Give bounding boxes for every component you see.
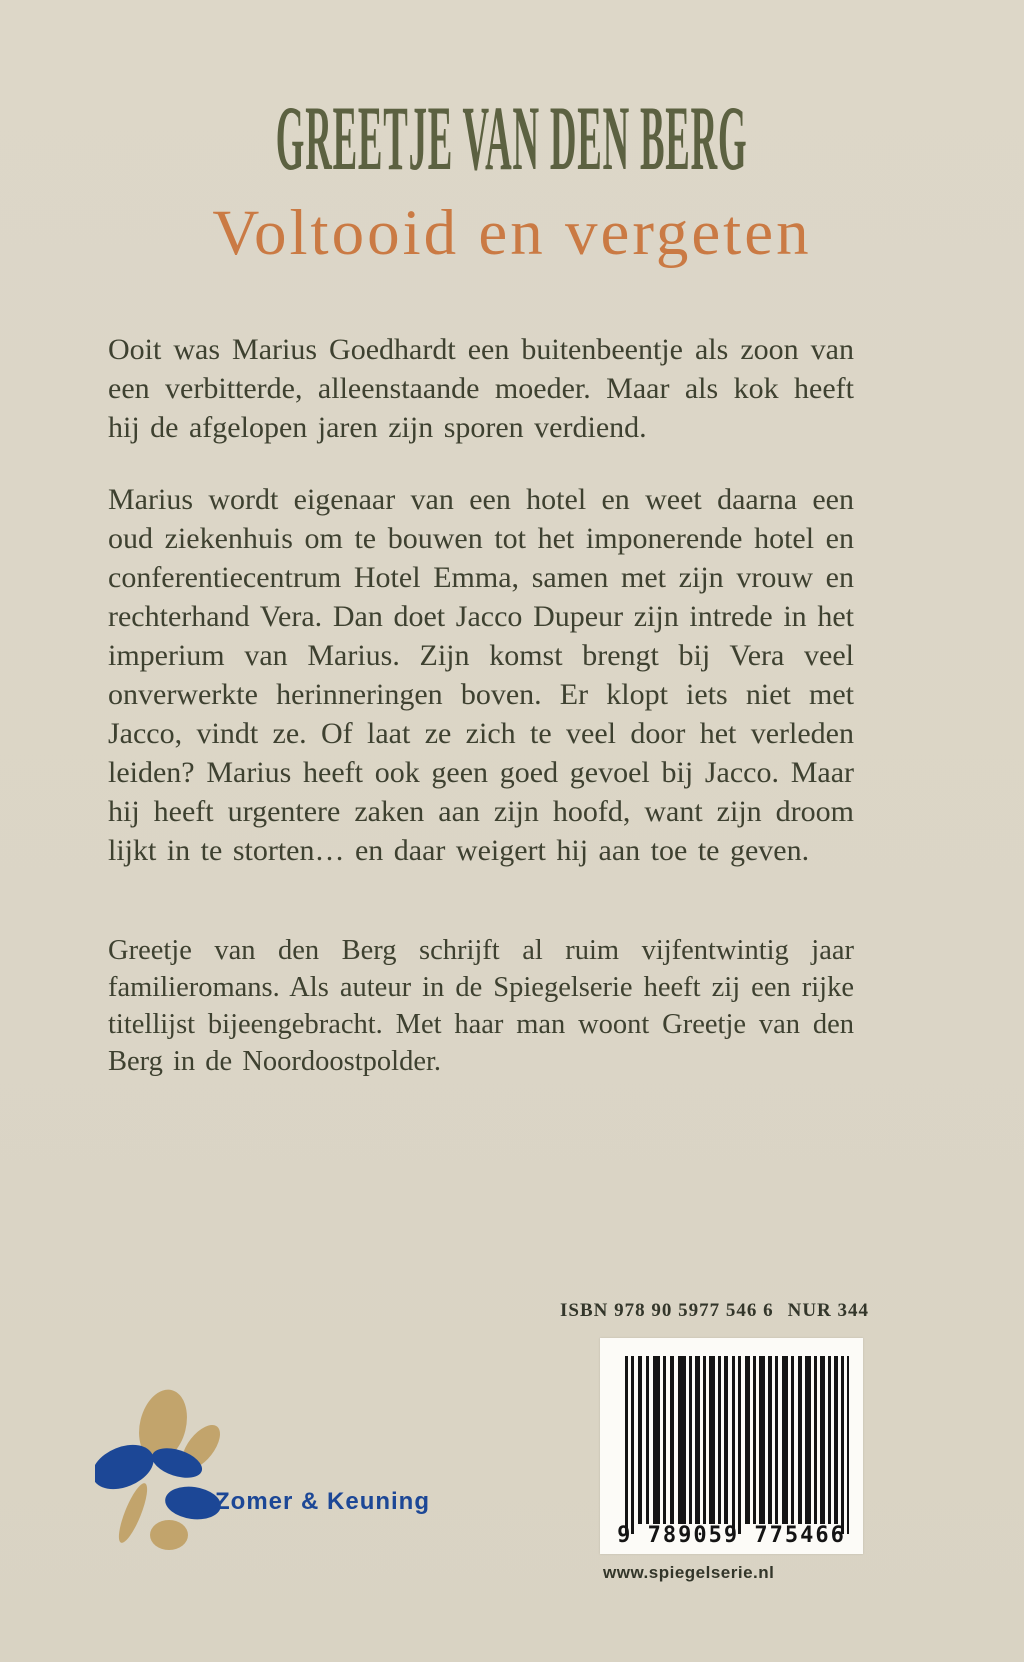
isbn-nur-line: [560, 1300, 870, 1322]
nur-text: NUR 344: [787, 1300, 870, 1321]
author-name-wrap: [0, 88, 1024, 188]
publisher-name: Zomer & Keuning: [215, 1488, 431, 1515]
isbn-text: ISBN 978 90 5977 546 6: [560, 1300, 774, 1321]
barcode-icon: [600, 1338, 863, 1554]
synopsis-paragraph-1: Ooit was Marius Goedhardt een buitenbeentje als zoon van een verbitterde, alleenstaande moeder. Maar als kok heeft hij de afgelopen jaren zijn sporen verdiend.: [108, 333, 854, 444]
book-title: Voltooid en vergeten: [212, 197, 812, 269]
barcode-digits: 9 789059 775466: [617, 1523, 846, 1548]
barcode-panel: [600, 1338, 863, 1554]
book-title-wrap: [0, 196, 1024, 271]
synopsis-paragraph-2: Marius wordt eigenaar van een hotel en weet daarna een oud ziekenhuis om te bouwen tot het imponerende hotel en conferentiecentrum Hotel Emma, samen met zijn vrouw en rechterhand Vera. Dan doet Jacco Dupeur zijn intrede in het imperium van Marius. Zijn komst brengt bij Vera veel onverwerkte herinneringen boven. Er klopt iets niet met Jacco, vindt ze. Of laat ze zich te veel door het verleden leiden? Marius heeft ook geen goed gevoel bij Jacco. Maar hij heeft urgentere zaken aan zijn hoofd, want zijn droom lijkt in te storten… en daar weigert hij aan toe te geven.: [108, 483, 854, 867]
website-url: www.spiegelserie.nl: [603, 1563, 775, 1582]
publisher-logo-block: [95, 1385, 431, 1560]
author-name: GREETJE VAN DEN BERG: [276, 87, 748, 189]
synopsis-block: [108, 330, 854, 1113]
flower-icon: [95, 1385, 230, 1555]
author-bio-paragraph: Greetje van den Berg schrijft al ruim vijfentwintig jaar familieromans. Als auteur in de Spiegelserie heeft zij een rijke titellijst bijeengebracht. Met haar man woont Greetje van den Berg in de Noordoostpolder.: [108, 935, 854, 1077]
